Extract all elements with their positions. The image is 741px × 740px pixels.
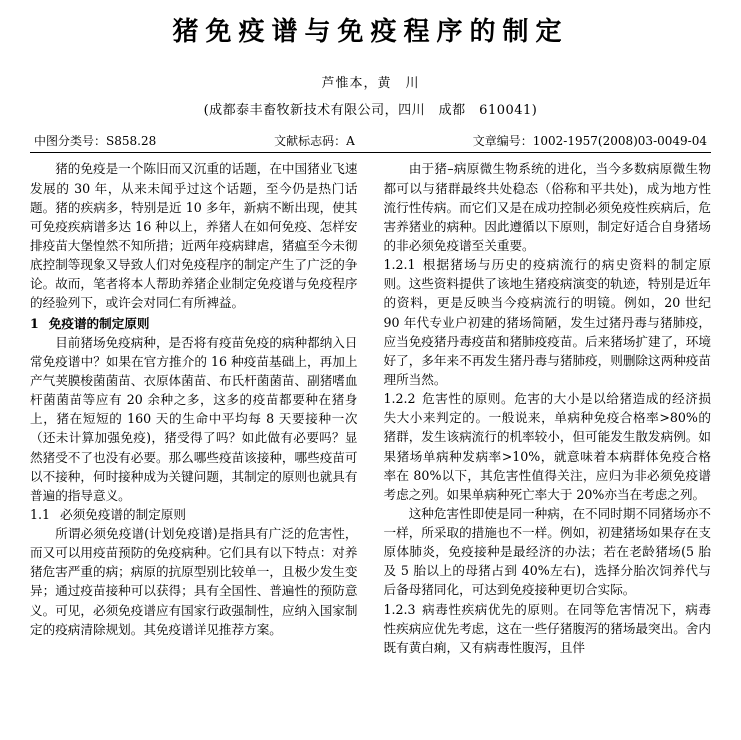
numbered-paragraph	[384, 255, 712, 389]
document-code: 文献标志码：A	[274, 134, 355, 149]
page-title: 猪免疫谱与免疫程序的制定	[172, 17, 569, 47]
clause-text: 危害性的原则。危害的大小是以给猪造成的经济损失大小来判定的。一般说来，单病种免疫合格率>80%的猪群，发生该病流行的机率较小，但可能发生散发病例。如果猪场单病种发病率>10%，就意味着本病群体免疫合格率在 80%以下，其危害性值得关注，应归为非必须免疫谱考虑之列。如果单病种死亡率大于 20%亦当在考虑之列。	[383, 391, 711, 502]
section-heading	[30, 314, 358, 333]
paragraph: 这种危害性即使是同一种病，在不同时期不同猪场亦不一样，所采取的措施也不一样。例如，初建猪场如果存在支原体肺炎，免疫接种是最经济的办法；若在老龄猪场(5 胎及 5 胎以上的母猪占到 40%左右)，选择分胎次饲养代与后备母猪同化，可达到免疫接种更切合实际。	[383, 505, 711, 598]
clause-number: 1.2.3	[383, 601, 416, 617]
author-line: 芦惟本，黄 川	[321, 76, 420, 92]
subsection-title: 必须免疫谱的制定原则	[60, 506, 186, 522]
body-columns	[30, 159, 711, 657]
clause-text: 根据猪场与历史的疫病流行的病史资料的制定原则。这些资料提供了该地生猪疫病演变的轨迹，特别是近年的资料，更是反映当今疫病流行的明镜。例如，20 世纪 90 年代专业户初建的猪场简陋，发生过猪丹毒与猪肺疫，应当免疫猪丹毒疫苗和猪肺疫疫苗。后来猪场扩建了，环境好了，多年来不再发生猪丹毒与猪肺疫，则删除这两种疫苗理所当然。	[383, 257, 711, 387]
numbered-paragraph	[384, 389, 712, 504]
clause-text: 病毒性疾病优先的原则。在同等危害情况下，病毒性疾病应优先考虑，这在一些仔猪腹泻的猪场最突出。舍内既有黄白痢，又有病毒性腹泻，且伴	[383, 601, 711, 655]
paragraph: 猪的免疫是一个陈旧而又沉重的话题，在中国猪业飞速发展的 30 年，从来未闻乎过这个话题，至今仍是热门话题。猪的疾病多，特别是近 10 多年，新病不断出现，使其可免疫疾病谱多达 16 种以上，养猪人在如何免疫、怎样安排疫苗大堡惶然不知所措；近两年疫病肆虐，猪瘟至今未彻底控制等现象又导致人们对免疫程序的制定产生了广泛的争论。故而，笔者将本人帮助养猪企业制定免疫谱与免疫程序的经验列下，或许会对同仁有所裨益。	[30, 161, 358, 311]
affiliation-line: (成都泰丰畜牧新技术有限公司，四川 成都 610041)	[203, 103, 538, 119]
paragraph: 由于猪–病原微生物系统的进化，当今多数病原微生物都可以与猪群最终共处稳态（俗称和平共处)，成为地方性流行性传病。而它们又是在成功控制必须免疫性疾病后，危害养猪业的病种。因此遵循以下原则，制定好适合自身猪场的非必须免疫谱至关重要。	[383, 161, 711, 253]
clause-number: 1.2.2	[383, 391, 416, 407]
numbered-paragraph	[384, 600, 712, 657]
article-id: 文章编号：1002-1957(2008)03-0049-04	[472, 134, 707, 149]
metadata-row	[30, 132, 711, 149]
subsection-heading	[30, 505, 358, 524]
paragraph: 所谓必须免疫谱(计划免疫谱)是指具有广泛的危害性，而又可以用疫苗预防的免疫病种。它们具有以下特点：对养猪危害严重的病；病原的抗原型别比较单一，且极少发生变异；通过疫苗接种可以获得；具有全国性、普遍性的预防意义。可见，必须免疫谱应有国家行政强制性，应纳入国家制定的疫病清除规划。其免疫谱详见推荐方案。	[30, 526, 358, 637]
paragraph: 目前猪场免疫病种，是否将有疫苗免疫的病种都纳入日常免疫谱中？如果在官方推介的 16 种疫苗基础上，再加上产气荚膜梭菌菌苗、衣原体菌苗、布氏杆菌菌苗、副猪嗜血杆菌菌苗等应有 20 余种之多，这多的疫苗都要种在猪身上，猪在短短的 160 天的生命中平均每 8 天要接种一次（还未计算加强免疫)，猪受得了吗？如此做有必要吗？显然猪受不了也没有必要。那么哪些疫苗该接种，哪些疫苗可以不接种，何时接种成为关键问题，其制定的原则也就具有普遍的指导意义。	[30, 334, 358, 503]
section-number: 1	[30, 315, 39, 331]
subsection-number: 1.1	[30, 506, 51, 522]
header-divider	[30, 152, 711, 153]
left-column	[30, 159, 358, 657]
clause-number: 1.2.1	[383, 257, 416, 273]
right-column	[384, 159, 712, 657]
section-title: 免疫谱的制定原则	[48, 315, 150, 331]
clc-number: 中图分类号：S858.28	[34, 134, 157, 149]
